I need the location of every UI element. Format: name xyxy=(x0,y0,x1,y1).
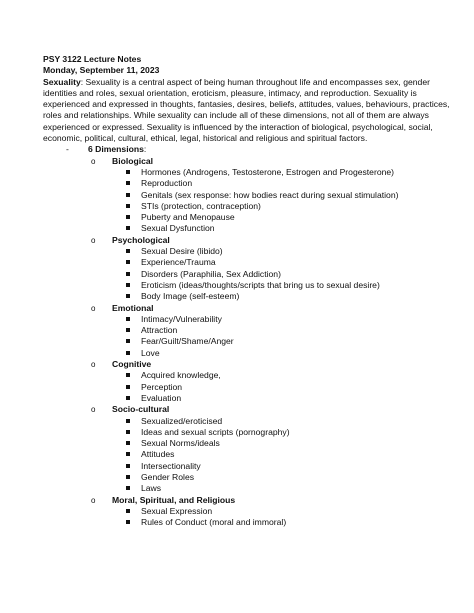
section-items xyxy=(43,167,454,235)
square-bullet-icon xyxy=(126,419,130,423)
square-bullet-icon xyxy=(126,441,130,445)
list-item xyxy=(126,370,454,381)
list-item xyxy=(126,280,454,291)
circle-bullet-icon: o xyxy=(91,360,96,370)
dimensions-colon: : xyxy=(143,144,147,155)
square-bullet-icon xyxy=(126,351,130,355)
square-bullet-icon xyxy=(126,181,130,185)
list-item xyxy=(126,517,454,528)
dimension-section xyxy=(43,495,454,529)
section-heading xyxy=(91,156,454,167)
section-heading xyxy=(91,404,454,415)
list-item-text: STIs (protection, contraception) xyxy=(141,200,261,211)
section-title: Psychological xyxy=(112,234,170,245)
square-bullet-icon xyxy=(126,317,130,321)
square-bullet-icon xyxy=(126,283,130,287)
dimension-section xyxy=(43,359,454,404)
square-bullet-icon xyxy=(126,385,130,389)
section-title: Biological xyxy=(112,155,154,166)
list-item xyxy=(126,201,454,212)
list-item xyxy=(126,416,454,427)
list-item xyxy=(126,382,454,393)
square-bullet-icon xyxy=(126,294,130,298)
dimension-section xyxy=(43,303,454,359)
list-item xyxy=(126,190,454,201)
square-bullet-icon xyxy=(126,520,130,524)
square-bullet-icon xyxy=(126,396,130,400)
section-items xyxy=(43,506,454,529)
list-item xyxy=(126,472,454,483)
square-bullet-icon xyxy=(126,204,130,208)
list-item-text: Ideas and sexual scripts (pornography) xyxy=(141,426,290,437)
list-item xyxy=(126,449,454,460)
list-item xyxy=(126,223,454,234)
list-item xyxy=(126,325,454,336)
dash-bullet: - xyxy=(66,144,69,155)
list-item-text: Eroticism (ideas/thoughts/scripts that bring us to sexual desire) xyxy=(141,279,380,290)
section-heading xyxy=(91,495,454,506)
section-heading xyxy=(91,303,454,314)
circle-bullet-icon: o xyxy=(91,303,96,313)
list-item-text: Evaluation xyxy=(141,392,182,403)
list-item-text: Disorders (Paraphilia, Sex Addiction) xyxy=(141,268,281,279)
list-item xyxy=(126,291,454,302)
list-item xyxy=(126,336,454,347)
section-items xyxy=(43,314,454,359)
square-bullet-icon xyxy=(126,260,130,264)
list-item-text: Experience/Trauma xyxy=(141,257,216,268)
list-item-text: Intersectionality xyxy=(141,460,201,471)
section-title: Socio-cultural xyxy=(112,404,170,415)
list-item xyxy=(126,483,454,494)
list-item xyxy=(126,461,454,472)
section-title: Emotional xyxy=(112,302,154,313)
square-bullet-icon xyxy=(126,272,130,276)
section-heading xyxy=(91,359,454,370)
square-bullet-icon xyxy=(126,486,130,490)
list-item xyxy=(126,427,454,438)
square-bullet-icon xyxy=(126,193,130,197)
list-item-text: Rules of Conduct (moral and immoral) xyxy=(141,517,287,528)
definition-term: Sexuality xyxy=(43,76,81,87)
square-bullet-icon xyxy=(126,452,130,456)
dimension-section xyxy=(43,235,454,303)
list-item-text: Sexual Dysfunction xyxy=(141,223,215,234)
section-items xyxy=(43,416,454,495)
list-item-text: Acquired knowledge, xyxy=(141,370,221,381)
list-item-text: Gender Roles xyxy=(141,471,195,482)
list-item xyxy=(126,212,454,223)
square-bullet-icon xyxy=(126,170,130,174)
list-item-text: Hormones (Androgens, Testosterone, Estrogen and Progesterone) xyxy=(141,166,395,177)
list-item-text: Genitals (sex response: how bodies react during sexual stimulation) xyxy=(141,189,399,200)
square-bullet-icon xyxy=(126,509,130,513)
list-item-text: Attraction xyxy=(141,325,178,336)
list-item xyxy=(126,246,454,257)
list-item xyxy=(126,314,454,325)
square-bullet-icon xyxy=(126,226,130,230)
dimension-section xyxy=(43,404,454,494)
section-title: Moral, Spiritual, and Religious xyxy=(112,494,236,505)
sexuality-definition xyxy=(43,77,454,145)
course-title: PSY 3122 Lecture Notes xyxy=(43,54,142,64)
list-item-text: Sexual Desire (libido) xyxy=(141,246,223,257)
list-item xyxy=(126,269,454,280)
list-item-text: Sexual Expression xyxy=(141,505,213,516)
dimensions-heading xyxy=(66,144,454,155)
list-item xyxy=(126,167,454,178)
section-heading xyxy=(91,235,454,246)
list-item-text: Love xyxy=(141,347,160,358)
list-item-text: Sexualized/eroticised xyxy=(141,415,223,426)
list-item xyxy=(126,506,454,517)
section-items xyxy=(43,370,454,404)
list-item-text: Puberty and Menopause xyxy=(141,212,235,223)
list-item-text: Sexual Norms/ideals xyxy=(141,438,220,449)
list-item-text: Attitudes xyxy=(141,449,175,460)
list-item xyxy=(126,348,454,359)
dimension-sections xyxy=(43,156,454,529)
circle-bullet-icon: o xyxy=(91,405,96,415)
square-bullet-icon xyxy=(126,339,130,343)
list-item xyxy=(126,257,454,268)
square-bullet-icon xyxy=(126,328,130,332)
square-bullet-icon xyxy=(126,373,130,377)
list-item xyxy=(126,178,454,189)
section-title: Cognitive xyxy=(112,359,152,370)
list-item-text: Perception xyxy=(141,381,183,392)
lecture-date: Monday, September 11, 2023 xyxy=(43,65,160,76)
list-item-text: Laws xyxy=(141,483,162,494)
section-items xyxy=(43,246,454,302)
list-item-text: Fear/Guilt/Shame/Anger xyxy=(141,336,234,347)
list-item xyxy=(126,438,454,449)
list-item-text: Intimacy/Vulnerability xyxy=(141,313,222,324)
circle-bullet-icon: o xyxy=(91,156,96,166)
dimension-section xyxy=(43,156,454,235)
square-bullet-icon xyxy=(126,430,130,434)
dimensions-label: 6 Dimensions xyxy=(88,144,144,155)
circle-bullet-icon: o xyxy=(91,495,96,505)
square-bullet-icon xyxy=(126,215,130,219)
list-item-text: Body Image (self-esteem) xyxy=(141,291,240,302)
list-item xyxy=(126,393,454,404)
square-bullet-icon xyxy=(126,249,130,253)
list-item-text: Reproduction xyxy=(141,178,193,189)
circle-bullet-icon: o xyxy=(91,235,96,245)
square-bullet-icon xyxy=(126,464,130,468)
square-bullet-icon xyxy=(126,475,130,479)
definition-text: : Sexuality is a central aspect of being human throughout life and encompasses sex, gender identities and roles, sexual orientation, eroticism, pleasure, intimacy, and reproduction. Sexuality is experienced and expressed in thoughts, fantasies, desires, beliefs, attitudes, values, behaviours, practices, roles and relationships. While sexuality can include all of these dimensions, not all of them are always experienced or expressed. Sexuality is influenced by the interaction of biological, psychological, social, economic, political, cultural, ethical, legal, historical and religious and spiritual factors. xyxy=(43,76,450,144)
